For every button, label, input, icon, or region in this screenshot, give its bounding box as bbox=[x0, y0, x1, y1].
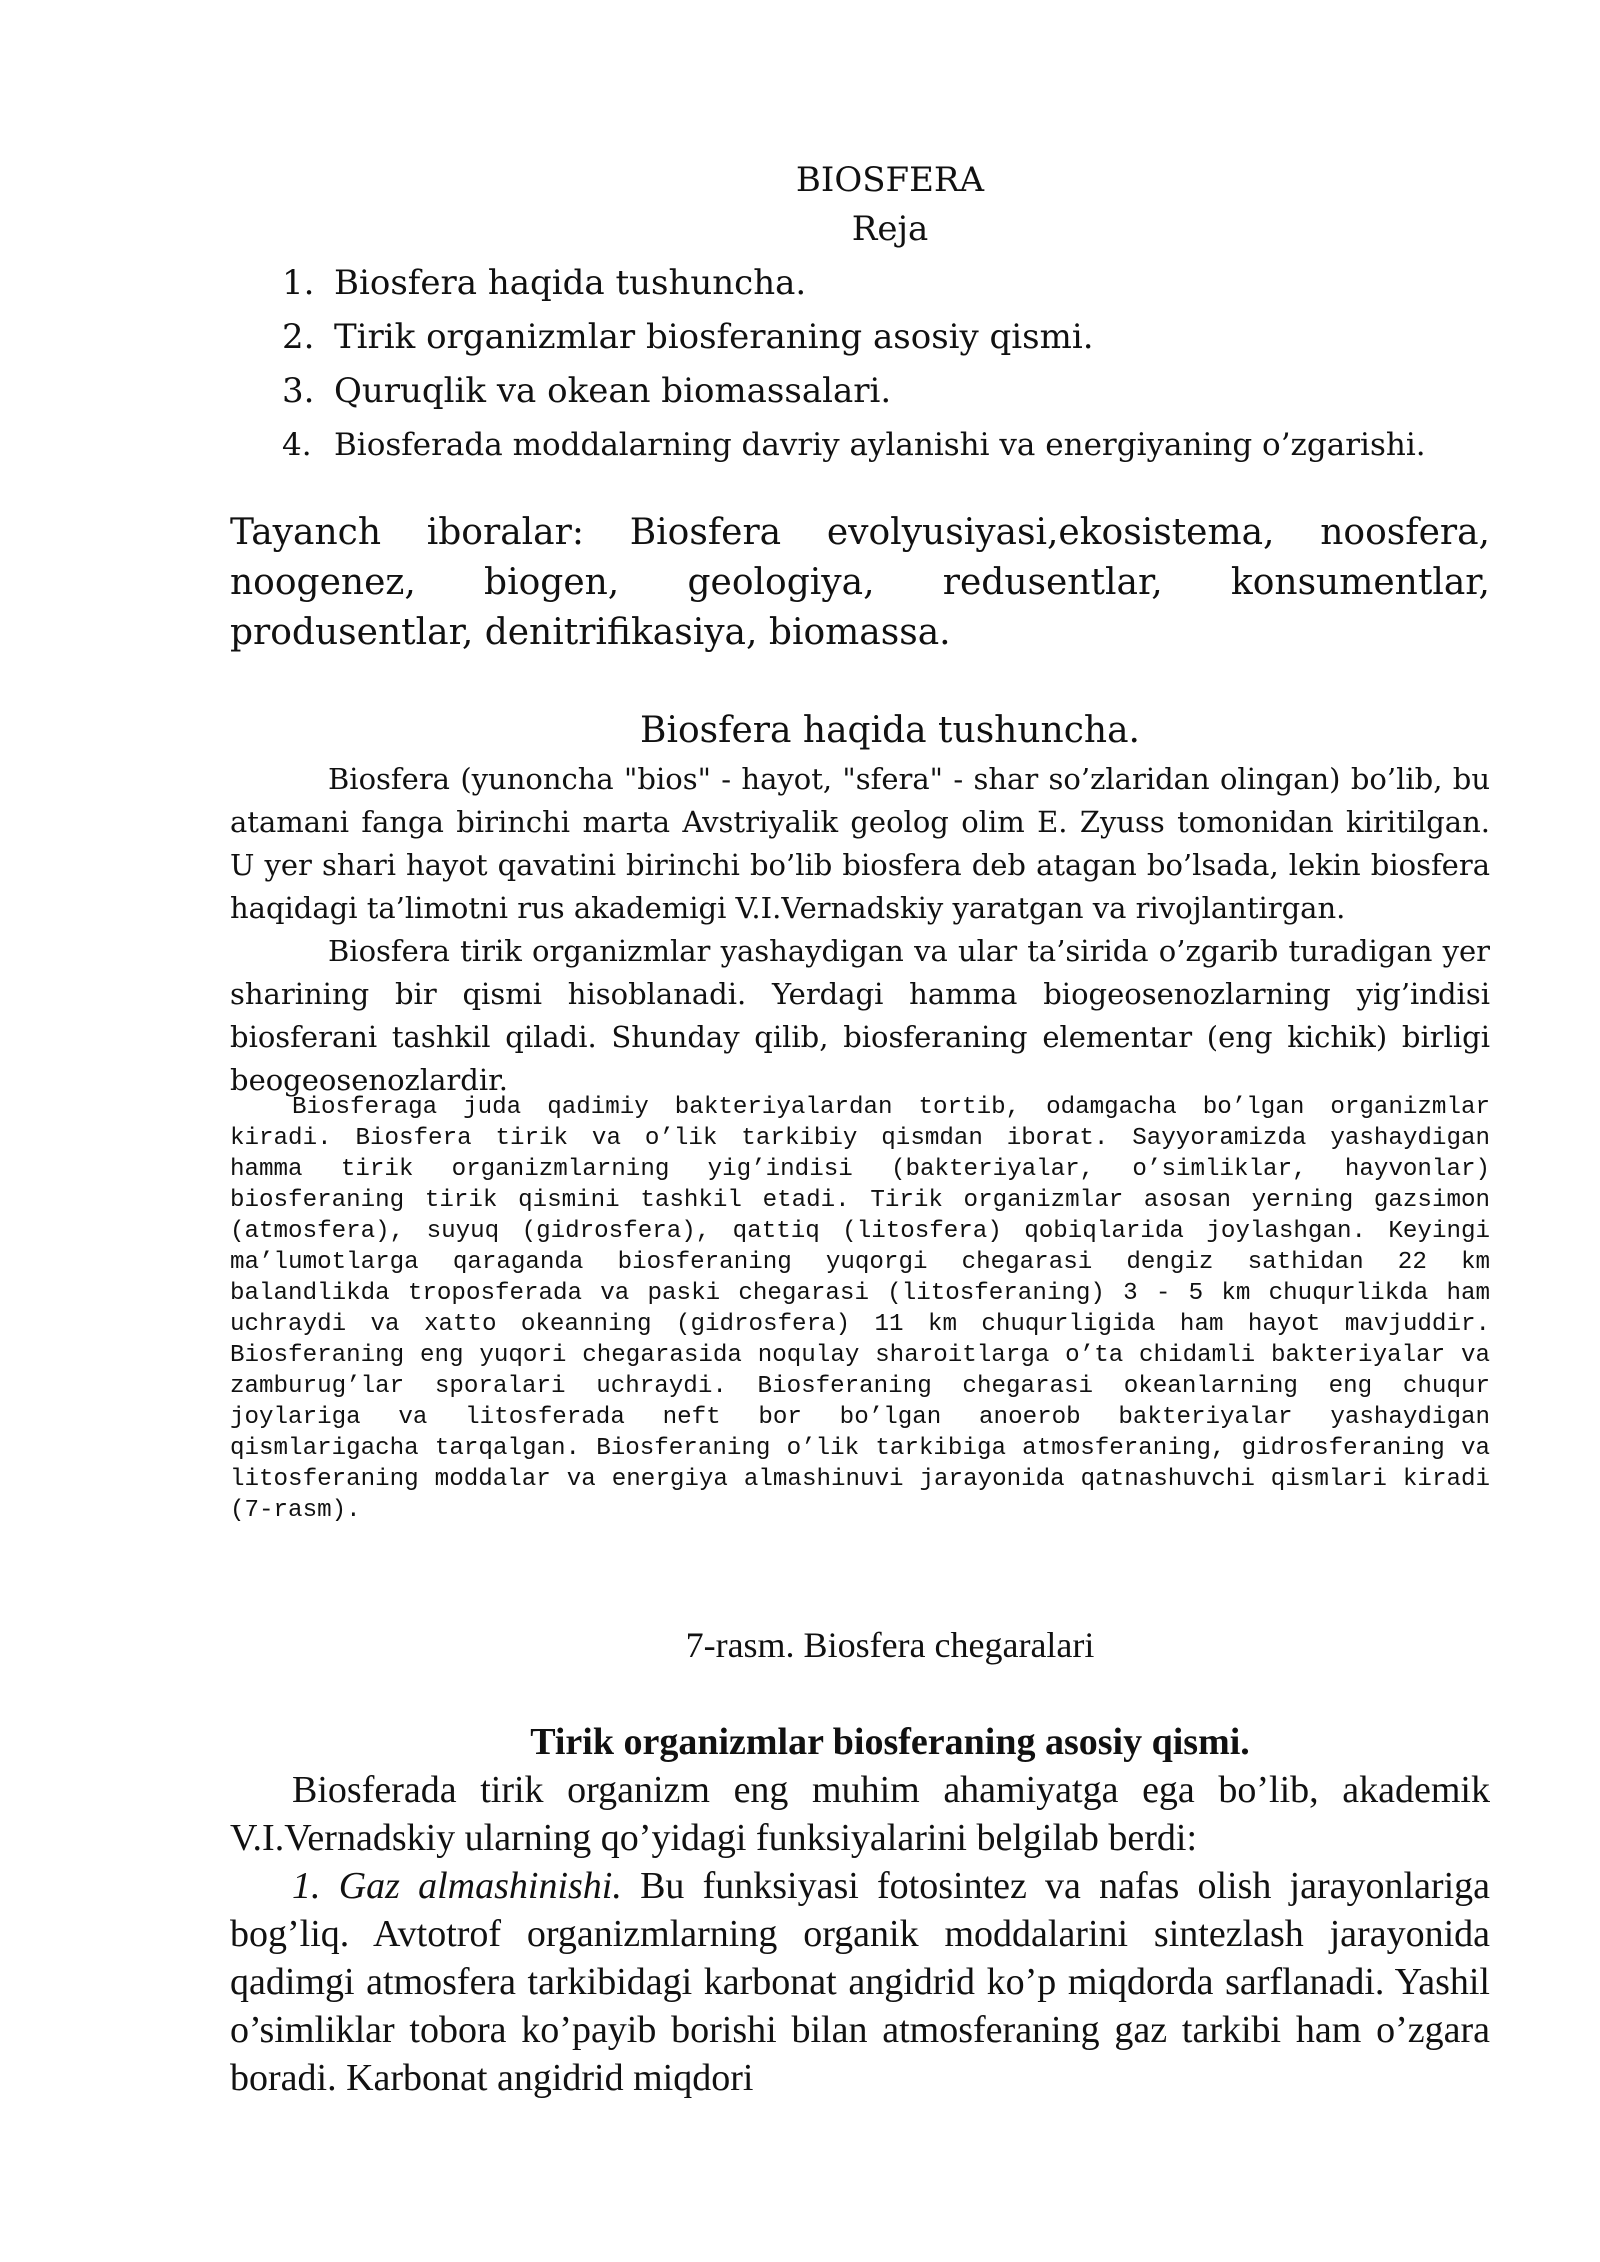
document-title: BIOSFERA bbox=[795, 160, 985, 200]
paragraph-functions-intro: Biosferada tirik organizm eng muhim ahamiyatga ega bo’lib, akademik V.I.Vernadskiy ularning qo’yidagi funksiyalarini belgilab berdi: bbox=[230, 1769, 1490, 1859]
section-heading-biosfera: Biosfera haqida tushuncha. bbox=[640, 710, 1140, 751]
plan-item bbox=[282, 418, 1482, 472]
function-text: Bu funksiyasi fotosintez va nafas olish jarayonlariga bog’liq. Avtotrof organizmlarning organik moddalarini sintezlash jarayonida qadimgi atmosfera tarkibidagi karbonat angidrid ko’p miqdorda sarflanadi. Yashil o’simliklar tobora ko’payib borishi bilan atmosferaning gaz tarkibi ham o’zgara boradi. Karbonat angidrid miqdori bbox=[230, 1865, 1491, 2099]
function-label: 1. Gaz almashinishi. bbox=[292, 1865, 622, 1907]
plan-item-text: Biosfera haqida tushuncha. bbox=[334, 263, 807, 303]
plan-item-number: 1. bbox=[282, 263, 315, 303]
plan-item-number: 4. bbox=[282, 427, 312, 463]
plan-item-text: Quruqlik va okean biomassalari. bbox=[334, 371, 892, 411]
plan-item-number: 2. bbox=[282, 317, 315, 357]
plan-item bbox=[282, 256, 1482, 310]
key-terms-paragraph: Tayanch iboralar: Biosfera evolyusiyasi,ekosistema, noosfera, noogenez, biogen, geologiya, redusentlar, konsumentlar, produsentlar, denitrifikasiya, biomassa. bbox=[230, 512, 1490, 653]
paragraph-definition: Biosfera (yunoncha "bios" - hayot, "sfera" - shar so’zlaridan olingan) bo’lib, bu atamani fanga birinchi marta Avstriyalik geolog olim E. Zyuss tomonidan kiritilgan. U yer shari hayot qavatini birinchi bo’lib biosfera deb atagan bo’lsada, lekin biosfera haqidagi ta’limotni rus akademigi V.I.Vernadskiy yaratgan va rivojlantirgan. bbox=[230, 762, 1490, 925]
figure-caption: 7-rasm. Biosfera chegaralari bbox=[685, 1625, 1095, 1665]
plan-item-text: Tirik organizmlar biosferaning asosiy qismi. bbox=[334, 317, 1094, 357]
plan-list bbox=[282, 256, 1482, 472]
plan-item bbox=[282, 364, 1482, 418]
plan-item-text: Biosferada moddalarning davriy aylanishi va energiyaning o’zgarishi. bbox=[334, 427, 1426, 463]
paragraph-gas-exchange bbox=[230, 1862, 1490, 2102]
plan-heading: Reja bbox=[851, 209, 929, 249]
paragraph-biogeocenosis: Biosfera tirik organizmlar yashaydigan va ular ta’sirida o’zgarib turadigan yer sharining bir qismi hisoblanadi. Yerdagi hamma biogeosenozlarning yig’indisi biosferani tashkil qiladi. Shunday qilib, biosferaning elementar (eng kichik) birligi beogeosenozlardir. bbox=[230, 934, 1490, 1097]
plan-item bbox=[282, 310, 1482, 364]
section-heading-living-organisms: Tirik organizmlar biosferaning asosiy qismi. bbox=[530, 1721, 1250, 1763]
paragraph-boundaries: Biosferaga juda qadimiy bakteriyalardan tortib, odamgacha bo’lgan organizmlar kiradi. Biosfera tirik va o’lik tarkibiy qismdan iborat. Sayyoramizda yashaydigan hamma tirik organizmlarning yig’indisi (bakteriyalar, o’simliklar, hayvonlar) biosferaning tirik qismini tashkil etadi. Tirik organizmlar asosan yerning gazsimon (atmosfera), suyuq (gidrosfera), qattiq (litosfera) qobiqlarida joylashgan. Keyingi ma’lumotlarga qaraganda biosferaning yuqorgi chegarasi dengiz sathidan 22 km balandlikda troposferada va paski chegarasi (litosferaning) 3 - 5 km chuqurlikda ham uchraydi va xatto okeanning (gidrosfera) 11 km chuqurligida ham hayot mavjuddir. Biosferaning eng yuqori chegarasida noqulay sharoitlarga o’ta chidamli bakteriyalar va zamburug’lar sporalari uchraydi. Biosferaning chegarasi okeanlarning eng chuqur joylariga va litosferada neft bor bo’lgan anoerob bakteriyalar yashaydigan qismlarigacha tarqalgan. Biosferaning o’lik tarkibiga atmosferaning, gidrosferaning va litosferaning moddalar va energiya almashinuvi jarayonida qatnashuvchi qismlari kiradi (7-rasm). bbox=[230, 1094, 1490, 1524]
plan-item-number: 3. bbox=[282, 371, 315, 411]
